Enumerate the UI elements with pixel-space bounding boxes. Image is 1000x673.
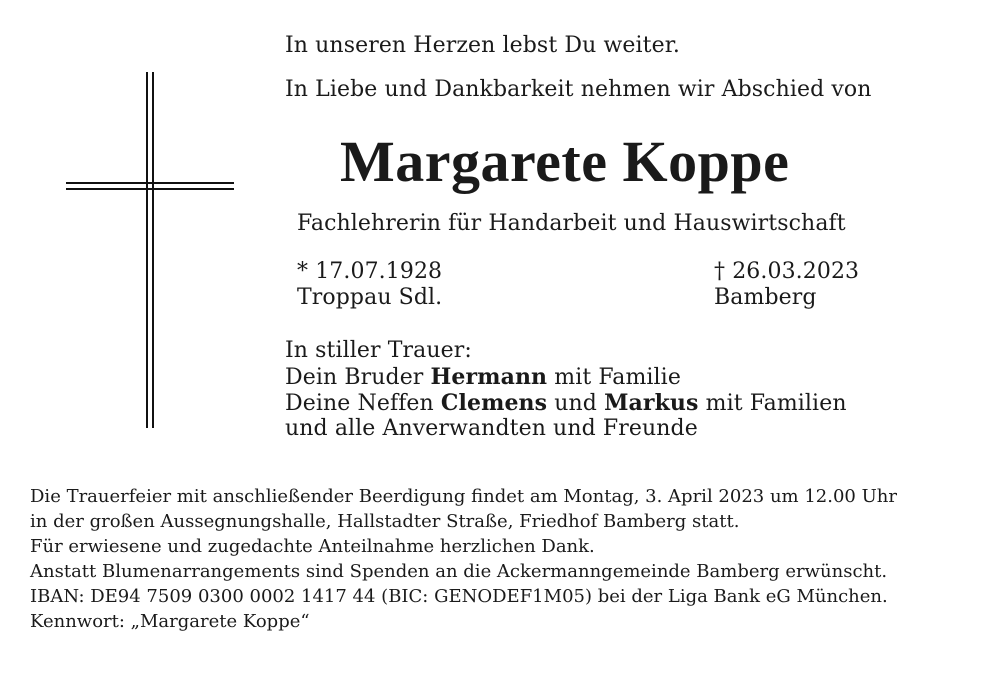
birth-date: * 17.07.1928 <box>297 259 443 284</box>
mourners-heading: In stiller Trauer: <box>285 338 472 363</box>
profession: Fachlehrerin für Handarbeit und Hauswirtschaft <box>297 211 846 236</box>
notice-line: in der großen Aussegnungshalle, Hallstadter Straße, Friedhof Bamberg statt. <box>30 511 740 532</box>
death-date: † 26.03.2023 <box>714 259 860 284</box>
deceased-name: Margarete Koppe <box>340 129 790 194</box>
notice-line: Kennwort: „Margarete Koppe“ <box>30 611 310 632</box>
motto: In unseren Herzen lebst Du weiter. <box>285 33 680 58</box>
mourner-line-brother: Dein Bruder Hermann mit Familie <box>285 364 681 390</box>
notice-line: Anstatt Blumenarrangements sind Spenden an die Ackermanngemeinde Bamberg erwünscht. <box>30 561 888 582</box>
mourner-line-relatives: und alle Anverwandten und Freunde <box>285 416 698 441</box>
notice-line: IBAN: DE94 7509 0300 0002 1417 44 (BIC: GENODEF1M05) bei der Liga Bank eG München. <box>30 586 888 607</box>
death-place: Bamberg <box>714 285 817 310</box>
mourner-name-markus: Markus <box>604 390 699 416</box>
mourner-name-clemens: Clemens <box>440 390 548 416</box>
mourner-name-hermann: Hermann <box>430 364 548 390</box>
intro-text: In Liebe und Dankbarkeit nehmen wir Abschied von <box>285 77 872 102</box>
notice-line: Die Trauerfeier mit anschließender Beerdigung findet am Montag, 3. April 2023 um 12.00 Uhr <box>30 486 897 507</box>
notice-line: Für erwiesene und zugedachte Anteilnahme herzlichen Dank. <box>30 536 595 557</box>
funeral-notice <box>30 484 897 634</box>
birth-place: Troppau Sdl. <box>297 285 443 310</box>
mourner-line-nephews: Deine Neffen Clemens und Markus mit Familien <box>285 390 847 416</box>
